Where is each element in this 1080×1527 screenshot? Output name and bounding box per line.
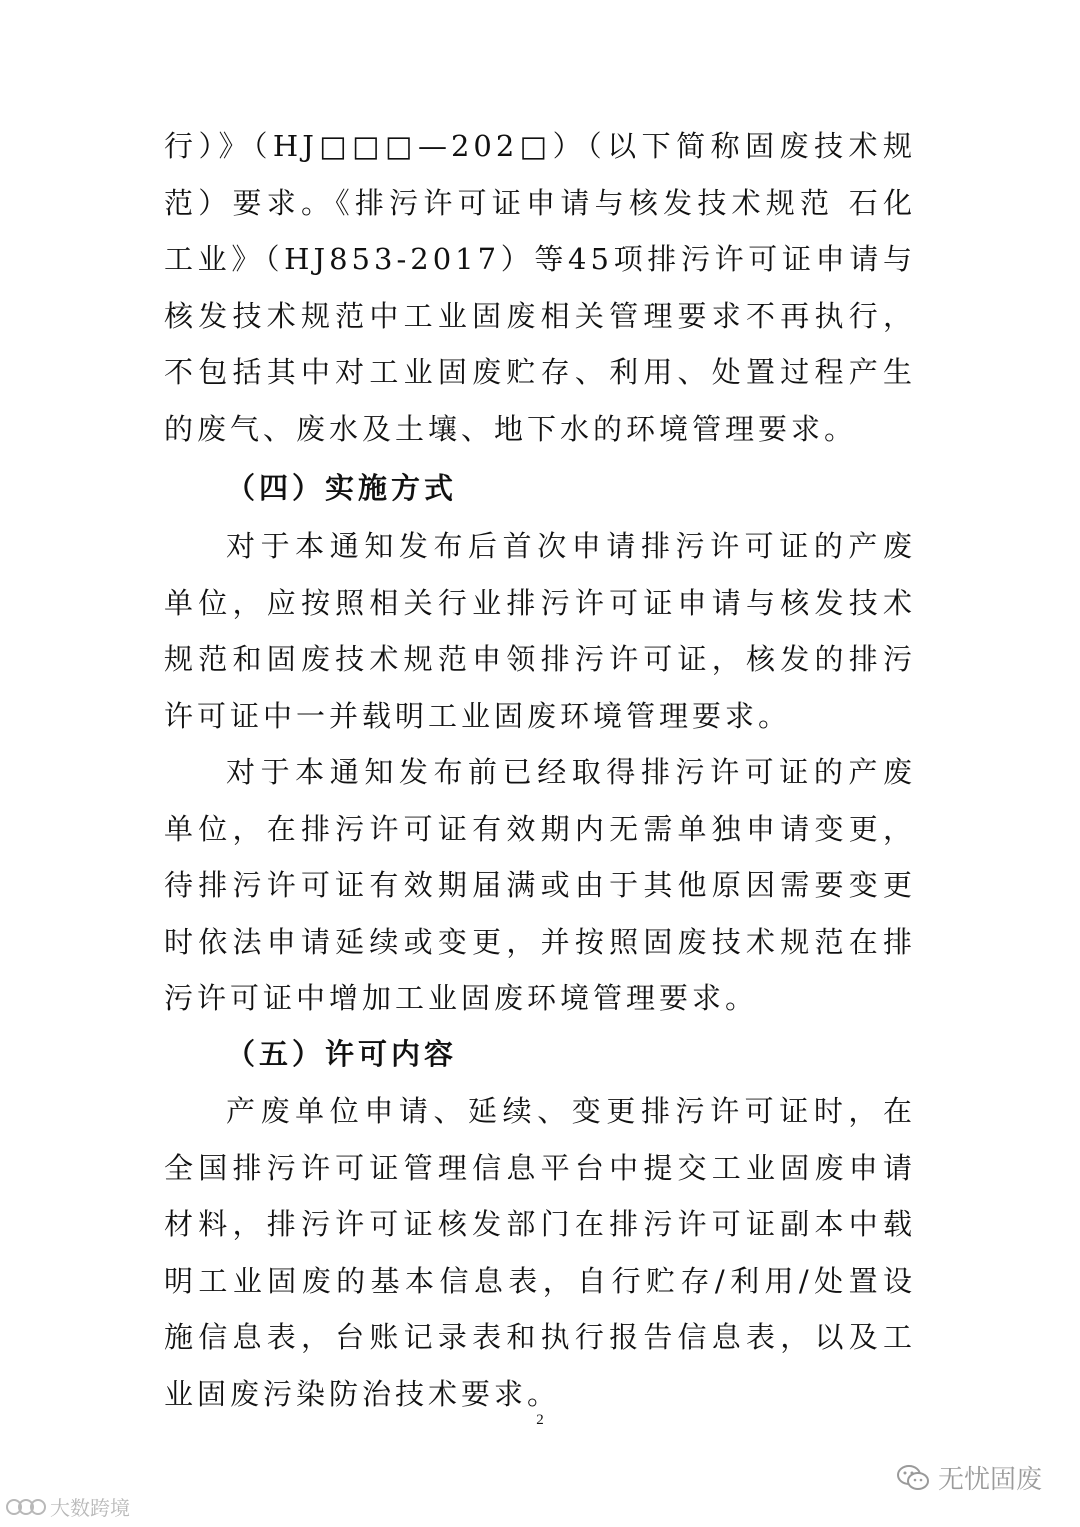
paragraph-implementation-new: 对于本通知发布后首次申请排污许可证的产废单位，应按照相关行业排污许可证申请与核发技术规范和固废技术规范申领排污许可证，核发的排污许可证中一并载明工业固废环境管理要求。 (164, 529, 916, 733)
watermark-left-text: 大数跨境 (50, 1496, 130, 1520)
watermark-right-text: 无忧固废 (937, 1465, 1042, 1495)
section-heading-permit-content: （五）许可内容 (226, 1037, 458, 1071)
paragraph-implementation-existing: 对于本通知发布前已经取得排污许可证的产废单位，在排污许可证有效期内无需单独申请变更，待排污许可证有效期届满或由于其他原因需要变更时依法申请延续或变更，并按照固废技术规范在排污许可证中增加工业固废环境管理要求。 (164, 755, 916, 1015)
section-heading-implementation: （四）实施方式 (226, 471, 458, 505)
watermark-left (6, 1492, 130, 1521)
page-number: 2 (536, 1412, 544, 1428)
watermark-right (896, 1459, 1042, 1496)
logo-icon (6, 1496, 46, 1518)
wechat-icon (896, 1463, 930, 1493)
paragraph-continuation: 行）》（HJ□□□—202□）（以下简称固废技术规范）要求。《排污许可证申请与核发技术规范 石化工业》（HJ853-2017）等45项排污许可证申请与核发技术规范中工业固废相关管理要求不再执行，不包括其中对工业固废贮存、利用、处置过程产生的废气、废水及土壤、地下水的环境管理要求。 (164, 129, 916, 446)
paragraph-permit-content: 产废单位申请、延续、变更排污许可证时，在全国排污许可证管理信息平台中提交工业固废申请材料，排污许可证核发部门在排污许可证副本中载明工业固废的基本信息表，自行贮存/利用/处置设施信息表，台账记录表和执行报告信息表，以及工业固废污染防治技术要求。 (164, 1094, 916, 1411)
